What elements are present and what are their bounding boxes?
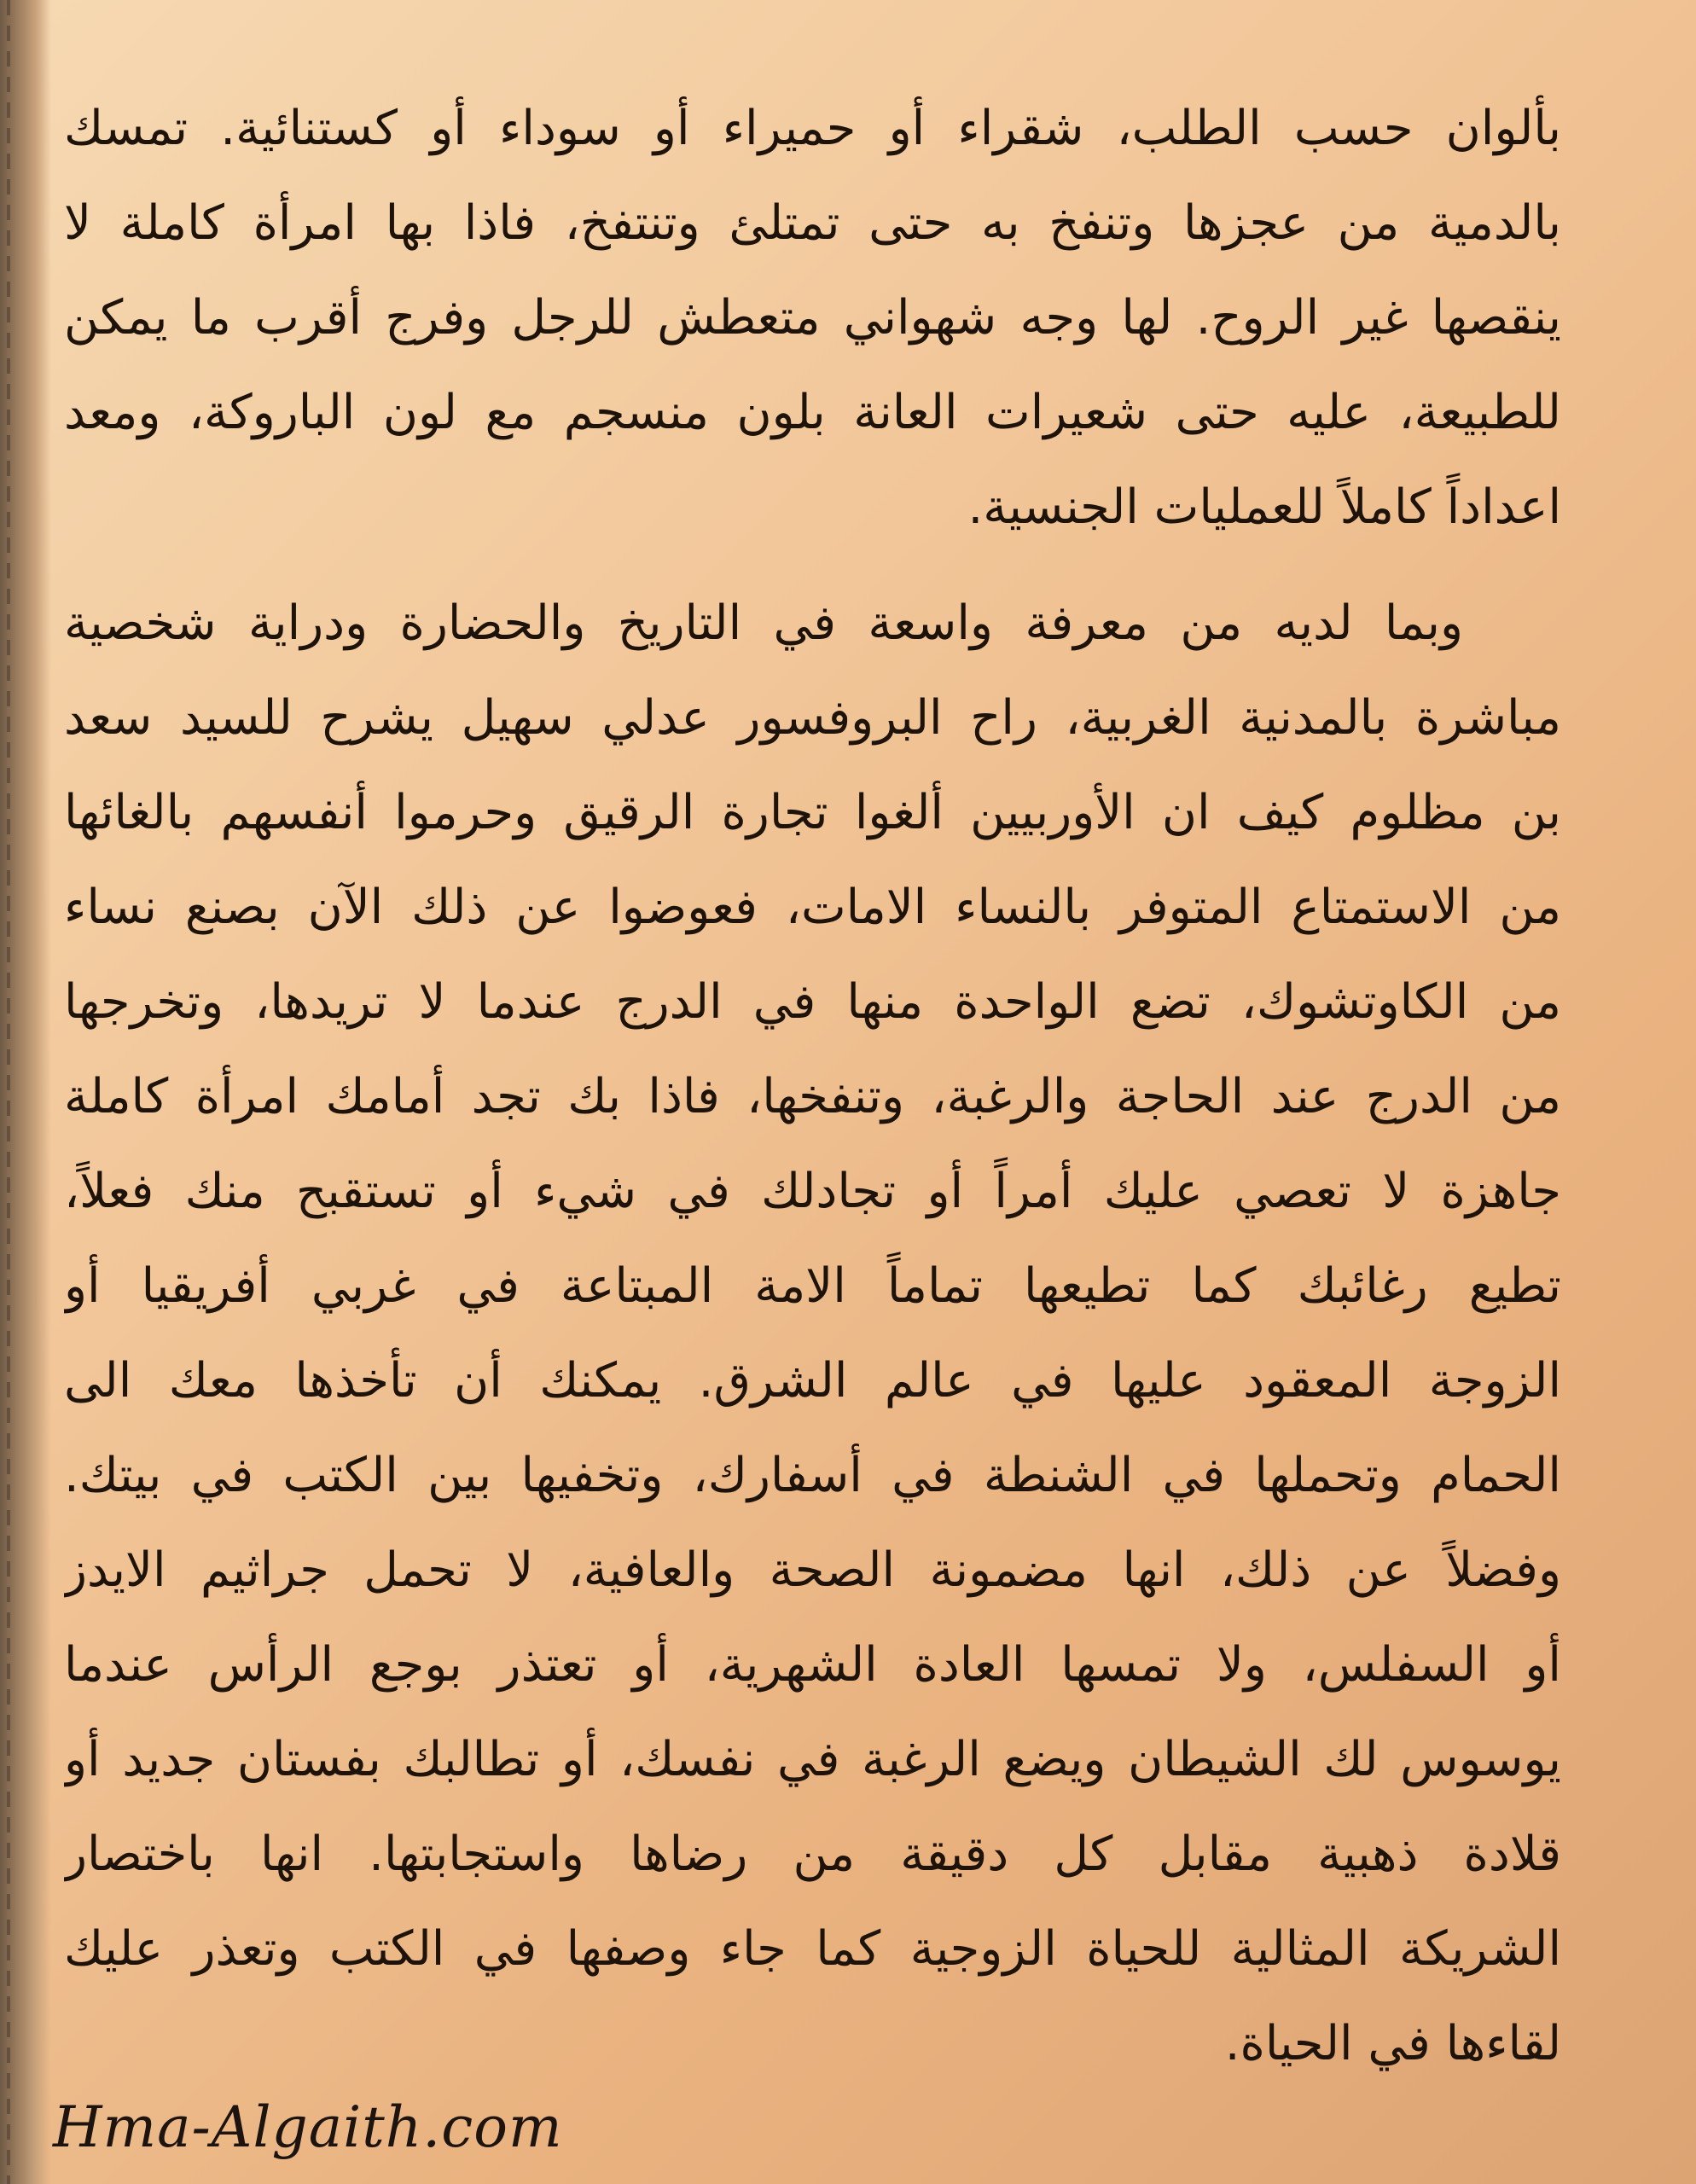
paragraph-1 [64,81,1561,555]
text-line: مباشرة بالمدنية الغربية، راح البروفسور عدلي سهيل يشرح للسيد سعد [64,690,1561,746]
text-line: لقاءها في الحياة. [1224,2016,1561,2071]
text-line: من الاستمتاع المتوفر بالنساء الامات، فعوضوا عن ذلك الآن بصنع نساء [64,880,1561,935]
text-line: يوسوس لك الشيطان ويضع الرغبة في نفسك، أو تطالبك بفستان جديد أو [64,1732,1561,1787]
paragraph-2 [64,576,1561,2091]
text-line: بن مظلوم كيف ان الأوربيين ألغوا تجارة الرقيق وحرموا أنفسهم بالغائها [64,785,1561,840]
text-line: اعداداً كاملاً للعمليات الجنسية. [967,479,1561,535]
watermark-text: Hma-Algaith.com [53,2094,563,2160]
page-edge [7,0,10,2184]
text-line: وفضلاً عن ذلك، انها مضمونة الصحة والعافية، لا تحمل جراثيم الايدز [64,1542,1561,1598]
text-line: بالدمية من عجزها وتنفخ به حتى تمتلئ وتنتفخ، فاذا بها امرأة كاملة لا [64,195,1561,251]
paragraph-gap [64,555,1561,576]
text-line: الزوجة المعقود عليها في عالم الشرق. يمكنك أن تأخذها معك الى [64,1353,1561,1409]
text-line: ينقصها غير الروح. لها وجه شهواني متعطش للرجل وفرج أقرب ما يمكن [64,290,1561,346]
text-line: بألوان حسب الطلب، شقراء أو حميراء أو سوداء أو كستنائية. تمسك [64,101,1561,156]
text-line: من الدرج عند الحاجة والرغبة، وتنفخها، فاذا بك تجد أمامك امرأة كاملة [64,1069,1561,1124]
text-line: الحمام وتحملها في الشنطة في أسفارك، وتخفيها بين الكتب في بيتك. [64,1448,1561,1503]
text-line: الشريكة المثالية للحياة الزوجية كما جاء وصفها في الكتب وتعذر عليك [64,1921,1561,1977]
text-line: تطيع رغائبك كما تطيعها تماماً الامة المبتاعة في غربي أفريقيا أو [64,1258,1561,1314]
text-line: أو السفلس، ولا تمسها العادة الشهرية، أو تعتذر بوجع الرأس عندما [64,1637,1561,1693]
text-line: وبما لديه من معرفة واسعة في التاريخ والحضارة ودراية شخصية [64,595,1463,651]
text-line: قلادة ذهبية مقابل كل دقيقة من رضاها واستجابتها. انها باختصار [64,1827,1561,1882]
book-page-text [64,81,1561,2091]
text-line: جاهزة لا تعصي عليك أمراً أو تجادلك في شيء أو تستقبح منك فعلاً، [64,1164,1561,1219]
text-line: من الكاوتشوك، تضع الواحدة منها في الدرج عندما لا تريدها، وتخرجها [64,974,1561,1030]
text-line: للطبيعة، عليه حتى شعيرات العانة بلون منسجم مع لون الباروكة، ومعد [64,385,1561,440]
